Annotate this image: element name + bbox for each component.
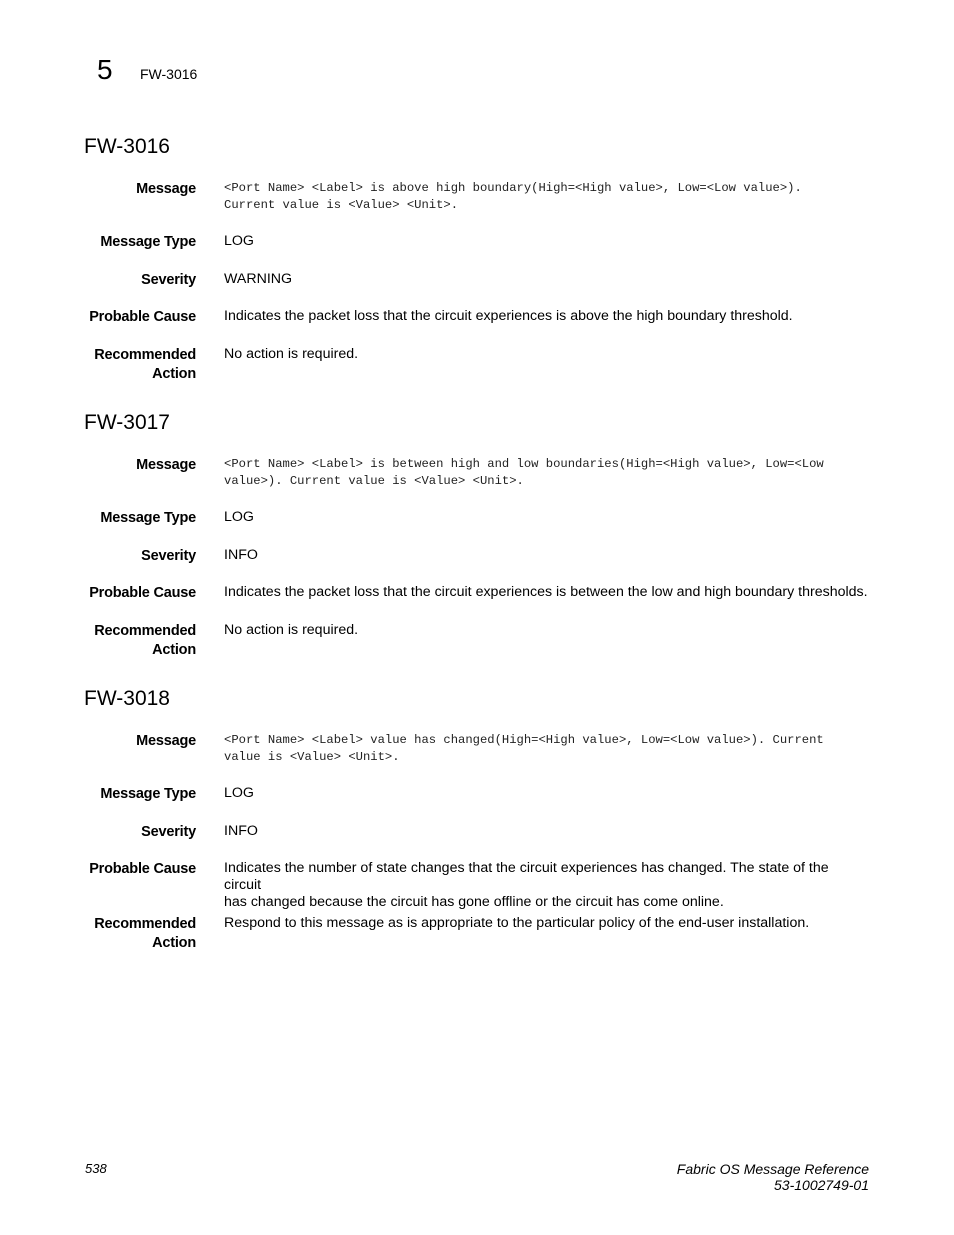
document-number: 53-1002749-01 xyxy=(774,1177,869,1193)
severity-value: WARNING xyxy=(224,271,293,287)
message-label: Message xyxy=(136,457,196,473)
severity-label: Severity xyxy=(141,272,196,288)
probable-cause-label: Probable Cause xyxy=(89,585,196,601)
recommended-label-line-1: Recommended xyxy=(94,623,196,639)
recommended-action-text: No action is required. xyxy=(224,346,359,362)
recommended-label-line-2: Action xyxy=(152,935,196,951)
message-line-2: Current value is <Value> <Unit>. xyxy=(224,198,459,212)
probable-cause-text xyxy=(224,584,869,601)
recommended-action-label xyxy=(46,915,196,953)
message-line-2: value>). Current value is <Value> <Unit>. xyxy=(224,474,524,488)
message-type-value: LOG xyxy=(224,509,254,525)
recommended-action-label xyxy=(46,346,196,384)
cause-line-1: Indicates the number of state changes that the circuit experiences has changed. The state of the circuit xyxy=(224,860,829,893)
section-title: FW-3016 xyxy=(84,135,170,158)
recommended-label-line-2: Action xyxy=(152,642,196,658)
recommended-action-label xyxy=(46,622,196,660)
cause-line-1: Indicates the packet loss that the circuit experiences is between the low and high boundary thresholds. xyxy=(224,584,868,600)
document-info xyxy=(677,1161,869,1193)
message-type-label: Message Type xyxy=(100,234,196,250)
message-type-value: LOG xyxy=(224,785,254,801)
message-type-label: Message Type xyxy=(100,786,196,802)
severity-value: INFO xyxy=(224,547,258,563)
recommended-label-line-1: Recommended xyxy=(94,916,196,932)
severity-label: Severity xyxy=(141,824,196,840)
probable-cause-text xyxy=(224,860,869,911)
message-line-1: <Port Name> <Label> value has changed(High=<High value>, Low=<Low value>). Current xyxy=(224,733,824,747)
message-line-2: value is <Value> <Unit>. xyxy=(224,750,400,764)
document-title: Fabric OS Message Reference xyxy=(676,1161,869,1177)
probable-cause-label: Probable Cause xyxy=(89,861,196,877)
running-head: FW-3016 xyxy=(140,66,198,82)
chapter-number: 5 xyxy=(97,54,113,85)
message-label: Message xyxy=(136,181,196,197)
section-title: FW-3018 xyxy=(84,687,170,710)
message-text xyxy=(224,732,869,766)
recommended-action-text: No action is required. xyxy=(224,622,359,638)
section-title: FW-3017 xyxy=(84,411,170,434)
probable-cause-label: Probable Cause xyxy=(89,309,196,325)
recommended-label-line-1: Recommended xyxy=(94,347,196,363)
cause-line-1: Indicates the packet loss that the circuit experiences is above the high boundary threshold. xyxy=(224,308,793,324)
message-line-1: <Port Name> <Label> is above high boundary(High=<High value>, Low=<Low value>). xyxy=(224,181,802,195)
cause-line-2: has changed because the circuit has gone offline or the circuit has come online. xyxy=(224,894,724,910)
message-type-label: Message Type xyxy=(100,510,196,526)
message-type-value: LOG xyxy=(224,233,254,249)
message-label: Message xyxy=(136,733,196,749)
page-number: 538 xyxy=(85,1161,107,1176)
probable-cause-text xyxy=(224,308,869,325)
severity-value: INFO xyxy=(224,823,258,839)
message-text xyxy=(224,180,869,214)
message-text xyxy=(224,456,869,490)
recommended-label-line-2: Action xyxy=(152,366,196,382)
recommended-action-text: Respond to this message as is appropriate to the particular policy of the end-user installation. xyxy=(224,915,810,931)
message-line-1: <Port Name> <Label> is between high and low boundaries(High=<High value>, Low=<Low xyxy=(224,457,824,471)
severity-label: Severity xyxy=(141,548,196,564)
